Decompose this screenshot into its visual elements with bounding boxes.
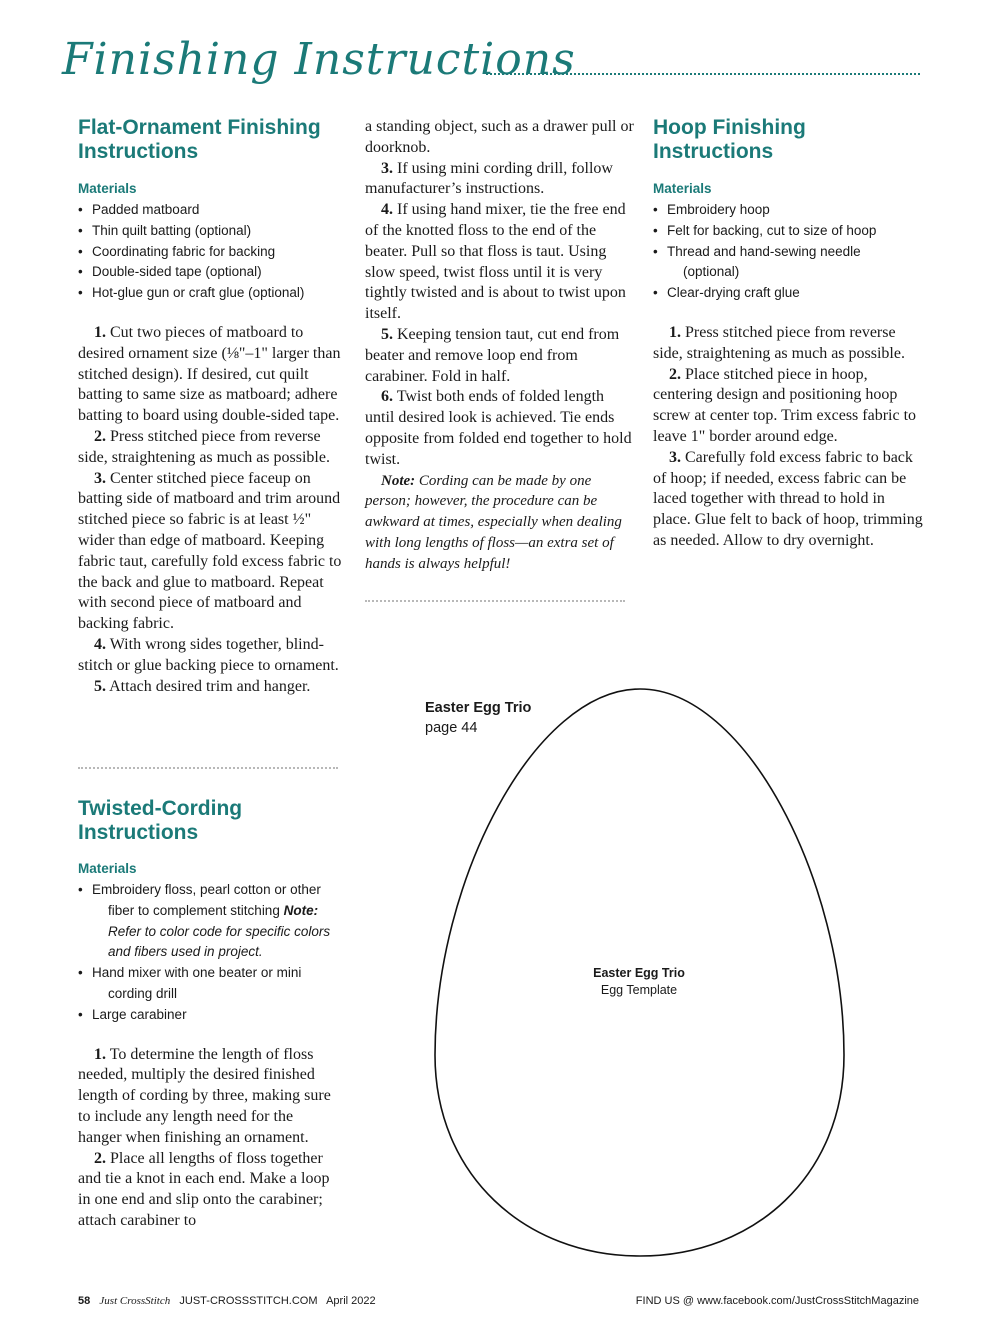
step-text: Cut two pieces of matboard to desired ornament size (⅛"–1" larger than stitched design). If desired, cut quilt batting to same size as matboard; adhere batting to board using double-sided tape. [78, 323, 341, 425]
hoop-finishing-heading [653, 116, 923, 164]
egg-template-title: Easter Egg Trio [593, 966, 685, 980]
step-paragraph [365, 159, 635, 201]
step-text: To determine the length of floss needed, multiply the desired finished length of cording by three, making sure to include any length need for the hanger when finishing an ornament. [78, 1045, 331, 1146]
continuation-paragraph: a standing object, such as a drawer pull or doorknob. [365, 118, 634, 156]
step-text: If using hand mixer, tie the free end of the knotted floss to the end of the beater. Pull so that floss is taut. Using slow speed, twist floss until it is very tightly twisted and is about to twist upon itself. [365, 201, 626, 323]
step-paragraph [365, 387, 635, 470]
step-paragraph [78, 323, 350, 427]
hoop-steps [653, 323, 923, 552]
step-text: Carefully fold excess fabric to back of hoop; if needed, excess fabric can be laced together with thread to hold in place. Glue felt to back of hoop, trimming as needed. Allow to dry overnight. [653, 448, 923, 549]
hoop-heading-line1: Hoop Finishing [653, 116, 806, 139]
material-text: Hand mixer with one beater or mini [92, 965, 302, 981]
step-number: 4. [381, 201, 393, 219]
step-number: 1. [94, 1045, 106, 1063]
egg-caption-page: page 44 [425, 720, 478, 736]
twisted-heading-line1: Twisted-Cording [78, 797, 243, 820]
step-number: 6. [381, 388, 393, 406]
step-number: 1. [669, 323, 681, 341]
step-number: 3. [94, 469, 106, 487]
note-paragraph [365, 471, 635, 575]
page-title: Finishing Instructions [62, 34, 576, 85]
step-number: 1. [94, 323, 106, 341]
egg-caption [425, 698, 531, 738]
step-paragraph [78, 1149, 340, 1232]
step-paragraph [365, 325, 635, 387]
list-item: • Coordinating fabric for backing [78, 242, 350, 263]
section-divider [365, 600, 625, 602]
hoop-materials-list [653, 200, 923, 304]
twisted-steps [78, 1045, 340, 1232]
title-divider [486, 73, 920, 75]
step-number: 2. [669, 365, 681, 383]
flat-heading-line2: Instructions [78, 140, 199, 163]
twisted-cording-section [78, 797, 350, 1232]
step-paragraph [78, 427, 350, 469]
material-continuation: (optional) [683, 264, 740, 280]
egg-template-label [539, 965, 739, 999]
step-text: Twist both ends of folded length until desired look is achieved. Tie ends opposite from folded end together to hold twist. [365, 388, 632, 468]
step-text: Center stitched piece faceup on batting side of matboard and trim around stitched piece so fabric is at least ½" wider than edge of matboard. Keeping fabric taut, carefully fold excess fabric to the back and glue to matboard. Repeat with second piece of matboard and backing fabric. [78, 469, 342, 633]
flat-ornament-heading [78, 116, 350, 164]
step-number: 4. [94, 635, 106, 653]
twisted-cording-continued [365, 117, 635, 575]
note-text: Refer to color code for specific colors and fibers used in project. [108, 923, 331, 960]
step-paragraph [78, 635, 350, 677]
step-text: Place all lengths of floss together and tie a knot in each end. Make a loop in one end and slip onto the carabiner; attach carabiner to [78, 1149, 330, 1229]
list-item: • Padded matboard [78, 200, 350, 221]
twisted-heading-line2: Instructions [78, 821, 199, 844]
twisted-cording-heading [78, 797, 350, 845]
step-paragraph [78, 469, 350, 635]
list-item: • Clear-drying craft glue [653, 283, 923, 304]
step-text: Keeping tension taut, cut end from beater and remove loop end from carabiner. Fold in half. [365, 325, 620, 385]
list-item: • Thin quilt batting (optional) [78, 221, 350, 242]
flat-steps [78, 323, 350, 697]
egg-template-subtitle: Egg Template [600, 983, 678, 997]
step-number: 3. [381, 159, 393, 177]
step-paragraph [78, 677, 350, 698]
twisted-materials-list [78, 880, 350, 1026]
step-text: Press stitched piece from reverse side, straightening as much as possible. [78, 427, 330, 466]
note-label: Note: [381, 472, 416, 489]
material-text: fiber to complement stitching [108, 902, 280, 918]
material-continuation: cording drill [108, 985, 178, 1001]
flat-ornament-section [78, 116, 350, 697]
step-number: 3. [669, 448, 681, 466]
step-text: Attach desired trim and hanger. [106, 677, 311, 695]
list-item: • Embroidery hoop [653, 200, 923, 221]
website-link[interactable]: JUST-CROSSSTITCH.COM [179, 1295, 318, 1307]
step-number: 5. [381, 325, 393, 343]
step-paragraph [365, 200, 635, 325]
step-number: 2. [94, 1149, 106, 1167]
material-continuation [92, 901, 350, 963]
note-label: Note: [283, 902, 319, 918]
twisted-materials-label: Materials [78, 861, 137, 876]
list-item [653, 242, 923, 284]
step-text: Place stitched piece in hoop, centering design and positioning hoop screw at center top. Trim excess fabric to leave 1" border around edge. [653, 365, 917, 445]
step-paragraph [653, 365, 923, 448]
footer-social[interactable]: FIND US @ www.facebook.com/JustCrossStitchMagazine [635, 1295, 919, 1307]
page-number: 58 [78, 1295, 91, 1307]
list-item [78, 880, 350, 963]
list-item: • Felt for backing, cut to size of hoop [653, 221, 923, 242]
flat-materials-label: Materials [78, 181, 137, 196]
step-text: Press stitched piece from reverse side, straightening as much as possible. [653, 323, 905, 362]
footer-left [78, 1294, 376, 1308]
step-text: With wrong sides together, blind-stitch or glue backing piece to ornament. [78, 635, 339, 674]
step-paragraph [653, 323, 923, 365]
step-text: If using mini cording drill, follow manufacturer’s instructions. [365, 159, 613, 198]
step-paragraph [653, 448, 923, 552]
list-item: • Large carabiner [78, 1005, 350, 1026]
egg-caption-title: Easter Egg Trio [425, 700, 532, 716]
hoop-heading-line2: Instructions [653, 140, 774, 163]
hoop-materials-label: Materials [653, 181, 712, 196]
list-item: • Double-sided tape (optional) [78, 262, 350, 283]
list-item: • Hot-glue gun or craft glue (optional) [78, 283, 350, 304]
issue-date: April 2022 [326, 1295, 376, 1307]
note-text: Cording can be made by one person; however, the procedure can be awkward at times, especially when dealing with long lengths of floss—an extra set of hands is always helpful! [365, 472, 622, 572]
section-divider [78, 767, 338, 769]
step-number: 5. [94, 677, 106, 695]
material-text: Thread and hand-sewing needle [667, 243, 861, 259]
step-number: 2. [94, 427, 106, 445]
flat-heading-line1: Flat-Ornament Finishing [78, 116, 321, 139]
material-text: Embroidery floss, pearl cotton or other [92, 882, 321, 897]
flat-materials-list [78, 200, 350, 304]
step-paragraph [78, 1045, 340, 1149]
magazine-name: Just CrossStitch [99, 1295, 171, 1307]
hoop-finishing-section [653, 116, 923, 552]
list-item [78, 963, 350, 1005]
